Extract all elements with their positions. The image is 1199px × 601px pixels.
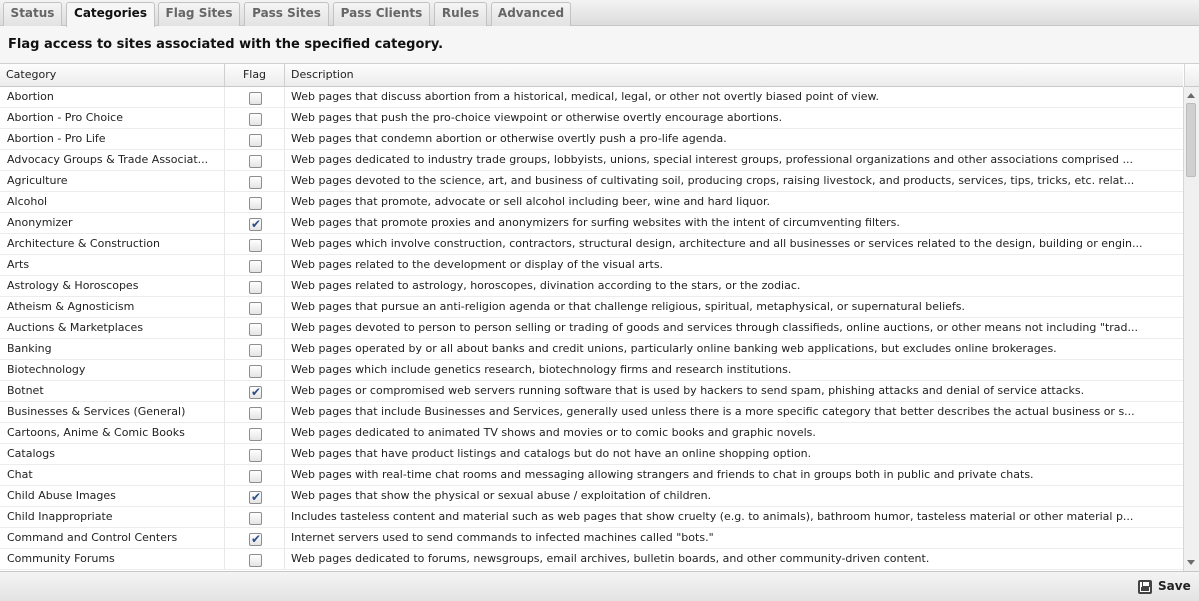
table-row[interactable] — [0, 339, 1183, 360]
tab-bar — [0, 0, 1199, 26]
category-description: Web pages that push the pro-choice viewpoint or otherwise overtly encourage abortions. — [291, 111, 783, 124]
category-name: Architecture & Construction — [0, 234, 225, 254]
flag-checkbox[interactable] — [249, 134, 262, 147]
flag-cell — [225, 150, 285, 170]
table-row[interactable] — [0, 276, 1183, 297]
flag-checkbox[interactable] — [249, 449, 262, 462]
category-name: Anonymizer — [0, 213, 225, 233]
flag-checkbox[interactable] — [249, 512, 262, 525]
category-description: Web pages that include Businesses and Services, generally used unless there is a more specific category that better describes the actual business or s... — [291, 405, 1135, 418]
category-description: Web pages devoted to person to person selling or trading of goods and services through classifieds, online auctions, or other means not including "trad... — [291, 321, 1138, 334]
tab-flag-sites[interactable]: Flag Sites — [158, 2, 240, 26]
category-name: Biotechnology — [0, 360, 225, 380]
column-header-description[interactable]: Description — [291, 68, 354, 81]
tab-rules[interactable]: Rules — [434, 2, 487, 26]
table-row[interactable] — [0, 192, 1183, 213]
category-name: Auctions & Marketplaces — [0, 318, 225, 338]
flag-checkbox[interactable] — [249, 554, 262, 567]
table-row[interactable] — [0, 444, 1183, 465]
category-description: Web pages that promote proxies and anonymizers for surfing websites with the intent of circumventing filters. — [291, 216, 900, 229]
flag-cell — [225, 213, 285, 233]
category-description: Web pages that show the physical or sexual abuse / exploitation of children. — [291, 489, 712, 502]
flag-checkbox[interactable] — [249, 302, 262, 315]
table-row[interactable] — [0, 465, 1183, 486]
table-row[interactable] — [0, 129, 1183, 150]
flag-checkbox[interactable] — [249, 260, 262, 273]
category-name: Child Inappropriate — [0, 507, 225, 527]
scrollbar-header-spacer — [1184, 64, 1199, 87]
scroll-down-arrow-icon[interactable] — [1187, 560, 1195, 565]
flag-cell — [225, 297, 285, 317]
category-description: Web pages or compromised web servers running software that is used by hackers to send spam, phishing attacks and denial of service attacks. — [291, 384, 1085, 397]
scrollbar-thumb[interactable] — [1186, 103, 1196, 177]
category-name: Atheism & Agnosticism — [0, 297, 225, 317]
table-row[interactable] — [0, 108, 1183, 129]
instruction-text: Flag access to sites associated with the specified category. — [0, 26, 1199, 64]
flag-cell — [225, 87, 285, 107]
flag-cell — [225, 486, 285, 506]
flag-cell — [225, 192, 285, 212]
flag-cell — [225, 108, 285, 128]
table-row[interactable] — [0, 255, 1183, 276]
category-name: Abortion — [0, 87, 225, 107]
category-description: Web pages operated by or all about banks and credit unions, particularly online banking web applications, but excludes online brokerages. — [291, 342, 1057, 355]
category-description: Web pages with real-time chat rooms and messaging allowing strangers and friends to chat in groups both in public and private chats. — [291, 468, 1034, 481]
flag-checkbox[interactable] — [249, 407, 262, 420]
checkmark-icon: ✔ — [250, 385, 262, 399]
table-row[interactable] — [0, 297, 1183, 318]
vertical-scrollbar[interactable] — [1183, 87, 1199, 571]
flag-checkbox[interactable] — [249, 365, 262, 378]
category-name: Alcohol — [0, 192, 225, 212]
flag-cell — [225, 276, 285, 296]
table-row[interactable] — [0, 171, 1183, 192]
table-row[interactable] — [0, 381, 1183, 402]
flag-checkbox[interactable] — [249, 491, 262, 504]
category-name: Cartoons, Anime & Comic Books — [0, 423, 225, 443]
flag-cell — [225, 318, 285, 338]
category-name: Command and Control Centers — [0, 528, 225, 548]
checkmark-icon: ✔ — [250, 490, 262, 504]
scroll-up-arrow-icon[interactable] — [1187, 93, 1195, 98]
category-name: Businesses & Services (General) — [0, 402, 225, 422]
category-description: Web pages that promote, advocate or sell alcohol including beer, wine and hard liquor. — [291, 195, 770, 208]
table-row[interactable] — [0, 486, 1183, 507]
category-name: Banking — [0, 339, 225, 359]
category-description: Web pages that discuss abortion from a historical, medical, legal, or other not overtly biased point of view. — [291, 90, 880, 103]
checkmark-icon: ✔ — [250, 532, 262, 546]
flag-cell — [225, 381, 285, 401]
flag-checkbox[interactable] — [249, 176, 262, 189]
flag-checkbox[interactable] — [249, 197, 262, 210]
footer-toolbar — [0, 571, 1199, 601]
flag-cell — [225, 549, 285, 569]
category-name: Community Forums — [0, 549, 225, 569]
flag-checkbox[interactable] — [249, 155, 262, 168]
category-grid[interactable] — [0, 87, 1183, 571]
flag-checkbox[interactable] — [249, 239, 262, 252]
table-row[interactable] — [0, 87, 1183, 108]
table-row[interactable] — [0, 402, 1183, 423]
flag-cell — [225, 528, 285, 548]
tab-pass-sites[interactable]: Pass Sites — [244, 2, 329, 26]
category-description: Web pages devoted to the science, art, and business of cultivating soil, producing crops, raising livestock, and products, services, tips, tricks, etc. relat... — [291, 174, 1135, 187]
category-description: Web pages which include genetics research, biotechnology firms and research institutions. — [291, 363, 792, 376]
flag-cell — [225, 507, 285, 527]
table-row[interactable] — [0, 213, 1183, 234]
flag-cell — [225, 234, 285, 254]
table-row[interactable] — [0, 318, 1183, 339]
table-row[interactable] — [0, 234, 1183, 255]
flag-cell — [225, 465, 285, 485]
category-description: Web pages dedicated to forums, newsgroups, email archives, bulletin boards, and other community-driven content. — [291, 552, 930, 565]
flag-checkbox[interactable] — [249, 533, 262, 546]
table-row[interactable] — [0, 528, 1183, 549]
column-header-flag[interactable]: Flag — [225, 64, 285, 86]
flag-checkbox[interactable] — [249, 218, 262, 231]
tab-advanced[interactable]: Advanced — [491, 2, 571, 26]
flag-checkbox[interactable] — [249, 470, 262, 483]
table-row[interactable] — [0, 360, 1183, 381]
tab-categories[interactable]: Categories — [66, 2, 155, 27]
category-description: Web pages dedicated to animated TV shows and movies or to comic books and graphic novels. — [291, 426, 816, 439]
save-button[interactable] — [1134, 577, 1194, 597]
table-row[interactable] — [0, 549, 1183, 570]
table-row[interactable] — [0, 423, 1183, 444]
table-row[interactable] — [0, 507, 1183, 528]
flag-cell — [225, 444, 285, 464]
category-name: Child Abuse Images — [0, 486, 225, 506]
category-name: Advocacy Groups & Trade Associat... — [0, 150, 225, 170]
flag-checkbox[interactable] — [249, 323, 262, 336]
category-name: Agriculture — [0, 171, 225, 191]
table-row[interactable] — [0, 150, 1183, 171]
category-description: Web pages that pursue an anti-religion agenda or that challenge religious, spiritual, metaphysical, or supernatural beliefs. — [291, 300, 965, 313]
flag-cell — [225, 129, 285, 149]
flag-checkbox[interactable] — [249, 281, 262, 294]
category-name: Botnet — [0, 381, 225, 401]
category-name: Arts — [0, 255, 225, 275]
floppy-disk-icon — [1138, 580, 1152, 594]
category-name: Abortion - Pro Life — [0, 129, 225, 149]
flag-cell — [225, 255, 285, 275]
flag-checkbox[interactable] — [249, 113, 262, 126]
flag-cell — [225, 423, 285, 443]
category-name: Catalogs — [0, 444, 225, 464]
category-name: Astrology & Horoscopes — [0, 276, 225, 296]
category-description: Includes tasteless content and material such as web pages that show cruelty (e.g. to animals), bathroom humor, tasteless material or other material p... — [291, 510, 1134, 523]
tab-pass-clients[interactable]: Pass Clients — [333, 2, 430, 26]
save-button-label: Save — [1158, 579, 1191, 593]
flag-checkbox[interactable] — [249, 428, 262, 441]
flag-checkbox[interactable] — [249, 344, 262, 357]
flag-cell — [225, 402, 285, 422]
column-header-category[interactable]: Category — [0, 64, 225, 86]
flag-cell — [225, 171, 285, 191]
category-description: Internet servers used to send commands to infected machines called "bots." — [291, 531, 714, 544]
flag-checkbox[interactable] — [249, 92, 262, 105]
checkmark-icon: ✔ — [250, 217, 262, 231]
grid-header — [0, 64, 1183, 87]
category-name: Chat — [0, 465, 225, 485]
category-description: Web pages related to the development or display of the visual arts. — [291, 258, 664, 271]
tab-status[interactable]: Status — [3, 2, 62, 26]
flag-cell — [225, 339, 285, 359]
category-description: Web pages that condemn abortion or otherwise overtly push a pro-life agenda. — [291, 132, 727, 145]
category-description: Web pages which involve construction, contractors, structural design, architecture and all businesses or services related to the design, building or engin... — [291, 237, 1143, 250]
category-name: Abortion - Pro Choice — [0, 108, 225, 128]
category-description: Web pages that have product listings and catalogs but do not have an online shopping option. — [291, 447, 812, 460]
category-description: Web pages related to astrology, horoscopes, divination according to the stars, or the zodiac. — [291, 279, 801, 292]
flag-checkbox[interactable] — [249, 386, 262, 399]
category-description: Web pages dedicated to industry trade groups, lobbyists, unions, special interest groups, professional organizations and other associations comprised ... — [291, 153, 1134, 166]
flag-cell — [225, 360, 285, 380]
